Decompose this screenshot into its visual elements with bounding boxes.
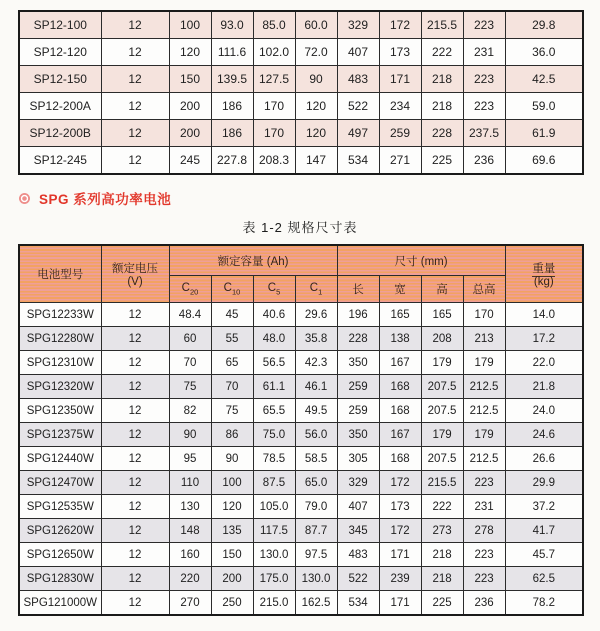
cell: 170 xyxy=(253,93,295,120)
cell: 12 xyxy=(101,471,169,495)
c-sub: 1 xyxy=(318,287,323,297)
model-cell: SPG12440W xyxy=(19,447,101,471)
header-weight xyxy=(505,245,583,303)
cell: 172 xyxy=(379,11,421,39)
cell: 95 xyxy=(169,447,211,471)
cell: 12 xyxy=(101,39,169,66)
cell: 225 xyxy=(421,591,463,616)
cell: 245 xyxy=(169,147,211,175)
cell: 12 xyxy=(101,591,169,616)
cell: 168 xyxy=(379,399,421,423)
spg-table-body xyxy=(19,303,583,616)
header-total-height: 总高 xyxy=(463,276,505,303)
cell: 12 xyxy=(101,66,169,93)
model-cell: SP12-200A xyxy=(19,93,101,120)
cell: 305 xyxy=(337,447,379,471)
table-caption: 表 1-2 规格尺寸表 xyxy=(242,220,358,235)
cell: 12 xyxy=(101,519,169,543)
cell: 218 xyxy=(421,567,463,591)
cell: 222 xyxy=(421,39,463,66)
cell: 100 xyxy=(211,471,253,495)
cell: 220 xyxy=(169,567,211,591)
cell: 218 xyxy=(421,543,463,567)
header-c5 xyxy=(253,276,295,303)
table-row xyxy=(19,351,583,375)
cell: 171 xyxy=(379,66,421,93)
cell: 215.0 xyxy=(253,591,295,616)
cell: 117.5 xyxy=(253,519,295,543)
cell: 75 xyxy=(169,375,211,399)
cell: 120 xyxy=(211,495,253,519)
cell: 61.9 xyxy=(505,120,583,147)
cell: 173 xyxy=(379,39,421,66)
cell: 223 xyxy=(463,11,505,39)
cell: 56.5 xyxy=(253,351,295,375)
cell: 207.5 xyxy=(421,399,463,423)
cell: 93.0 xyxy=(211,11,253,39)
cell: 12 xyxy=(101,543,169,567)
section-heading xyxy=(19,190,582,206)
cell: 40.6 xyxy=(253,303,295,327)
cell: 48.0 xyxy=(253,327,295,351)
cell: 259 xyxy=(337,375,379,399)
model-cell: SPG12375W xyxy=(19,423,101,447)
table-row xyxy=(19,471,583,495)
cell: 21.8 xyxy=(505,375,583,399)
cell: 212.5 xyxy=(463,447,505,471)
cell: 130 xyxy=(169,495,211,519)
cell: 12 xyxy=(101,447,169,471)
cell: 48.4 xyxy=(169,303,211,327)
cell: 42.3 xyxy=(295,351,337,375)
cell: 55 xyxy=(211,327,253,351)
cell: 97.5 xyxy=(295,543,337,567)
cell: 65.0 xyxy=(295,471,337,495)
table-row xyxy=(19,591,583,616)
cell: 29.8 xyxy=(505,11,583,39)
cell: 218 xyxy=(421,93,463,120)
cell: 179 xyxy=(463,351,505,375)
cell: 208 xyxy=(421,327,463,351)
cell: 75 xyxy=(211,399,253,423)
model-cell: SPG12350W xyxy=(19,399,101,423)
cell: 162.5 xyxy=(295,591,337,616)
cell: 75.0 xyxy=(253,423,295,447)
model-cell: SP12-245 xyxy=(19,147,101,175)
cell: 215.5 xyxy=(421,471,463,495)
cell: 171 xyxy=(379,591,421,616)
cell: 61.1 xyxy=(253,375,295,399)
cell: 62.5 xyxy=(505,567,583,591)
cell: 147 xyxy=(295,147,337,175)
cell: 278 xyxy=(463,519,505,543)
table-row xyxy=(19,423,583,447)
cell: 78.2 xyxy=(505,591,583,616)
cell: 12 xyxy=(101,120,169,147)
cell: 186 xyxy=(211,93,253,120)
cell: 35.8 xyxy=(295,327,337,351)
cell: 17.2 xyxy=(505,327,583,351)
table-row xyxy=(19,66,583,93)
cell: 36.0 xyxy=(505,39,583,66)
c-sub: 5 xyxy=(276,287,281,297)
double-circle-icon xyxy=(19,193,30,204)
cell: 12 xyxy=(101,11,169,39)
header-length: 长 xyxy=(337,276,379,303)
cell: 78.5 xyxy=(253,447,295,471)
cell: 148 xyxy=(169,519,211,543)
c-base: C xyxy=(223,281,232,294)
table-row xyxy=(19,567,583,591)
table-row xyxy=(19,519,583,543)
table-row xyxy=(19,39,583,66)
cell: 534 xyxy=(337,147,379,175)
header-weight-unit: (kg) xyxy=(533,276,554,288)
cell: 41.7 xyxy=(505,519,583,543)
header-c20 xyxy=(169,276,211,303)
cell: 239 xyxy=(379,567,421,591)
cell: 165 xyxy=(421,303,463,327)
model-cell: SPG12830W xyxy=(19,567,101,591)
cell: 259 xyxy=(379,120,421,147)
table-row xyxy=(19,11,583,39)
cell: 82 xyxy=(169,399,211,423)
cell: 100 xyxy=(169,11,211,39)
cell: 72.0 xyxy=(295,39,337,66)
cell: 60 xyxy=(169,327,211,351)
cell: 259 xyxy=(337,399,379,423)
cell: 212.5 xyxy=(463,375,505,399)
cell: 85.0 xyxy=(253,11,295,39)
model-cell: SPG12620W xyxy=(19,519,101,543)
cell: 196 xyxy=(337,303,379,327)
header-voltage-unit: (V) xyxy=(127,276,143,288)
table-row xyxy=(19,93,583,120)
cell: 45 xyxy=(211,303,253,327)
cell: 225 xyxy=(421,147,463,175)
cell: 130.0 xyxy=(253,543,295,567)
cell: 179 xyxy=(421,423,463,447)
cell: 168 xyxy=(379,447,421,471)
cell: 483 xyxy=(337,66,379,93)
cell: 127.5 xyxy=(253,66,295,93)
spg-table-header xyxy=(19,245,583,303)
cell: 12 xyxy=(101,375,169,399)
cell: 223 xyxy=(463,66,505,93)
cell: 407 xyxy=(337,495,379,519)
cell: 12 xyxy=(101,93,169,120)
table-row xyxy=(19,543,583,567)
cell: 231 xyxy=(463,39,505,66)
cell: 150 xyxy=(211,543,253,567)
cell: 90 xyxy=(295,66,337,93)
cell: 87.5 xyxy=(253,471,295,495)
cell: 160 xyxy=(169,543,211,567)
cell: 223 xyxy=(463,543,505,567)
cell: 172 xyxy=(379,519,421,543)
table-row xyxy=(19,120,583,147)
header-width: 宽 xyxy=(379,276,421,303)
cell: 12 xyxy=(101,423,169,447)
c-sub: 10 xyxy=(231,287,241,297)
cell: 87.7 xyxy=(295,519,337,543)
table-row xyxy=(19,495,583,519)
model-cell: SPG12310W xyxy=(19,351,101,375)
cell: 22.0 xyxy=(505,351,583,375)
c-base: C xyxy=(309,281,319,294)
cell: 237.5 xyxy=(463,120,505,147)
table-row xyxy=(19,147,583,175)
cell: 329 xyxy=(337,11,379,39)
cell: 534 xyxy=(337,591,379,616)
cell: 227.8 xyxy=(211,147,253,175)
cell: 350 xyxy=(337,351,379,375)
cell: 14.0 xyxy=(505,303,583,327)
cell: 228 xyxy=(421,120,463,147)
model-cell: SPG12470W xyxy=(19,471,101,495)
cell: 179 xyxy=(463,423,505,447)
cell: 170 xyxy=(253,120,295,147)
model-cell: SPG12233W xyxy=(19,303,101,327)
cell: 90 xyxy=(211,447,253,471)
cell: 270 xyxy=(169,591,211,616)
cell: 218 xyxy=(421,66,463,93)
cell: 42.5 xyxy=(505,66,583,93)
model-cell: SPG12280W xyxy=(19,327,101,351)
cell: 12 xyxy=(101,567,169,591)
cell: 59.0 xyxy=(505,93,583,120)
cell: 24.6 xyxy=(505,423,583,447)
cell: 12 xyxy=(101,351,169,375)
table-row xyxy=(19,303,583,327)
cell: 12 xyxy=(101,147,169,175)
cell: 350 xyxy=(337,423,379,447)
cell: 236 xyxy=(463,147,505,175)
model-cell: SPG12535W xyxy=(19,495,101,519)
table-row xyxy=(19,327,583,351)
cell: 483 xyxy=(337,543,379,567)
model-cell: SP12-100 xyxy=(19,11,101,39)
cell: 234 xyxy=(379,93,421,120)
cell: 111.6 xyxy=(211,39,253,66)
section-title: SPG 系列高功率电池 xyxy=(39,192,172,207)
table-row xyxy=(19,447,583,471)
header-weight-label: 重量 xyxy=(532,263,556,275)
cell: 200 xyxy=(169,120,211,147)
cell: 69.6 xyxy=(505,147,583,175)
cell: 105.0 xyxy=(253,495,295,519)
header-model: 电池型号 xyxy=(19,245,101,303)
model-cell: SPG121000W xyxy=(19,591,101,616)
cell: 130.0 xyxy=(295,567,337,591)
cell: 150 xyxy=(169,66,211,93)
cell: 179 xyxy=(421,351,463,375)
cell: 223 xyxy=(463,471,505,495)
cell: 167 xyxy=(379,351,421,375)
cell: 12 xyxy=(101,303,169,327)
header-height: 高 xyxy=(421,276,463,303)
cell: 222 xyxy=(421,495,463,519)
cell: 208.3 xyxy=(253,147,295,175)
cell: 12 xyxy=(101,399,169,423)
cell: 120 xyxy=(295,120,337,147)
cell: 49.5 xyxy=(295,399,337,423)
cell: 120 xyxy=(169,39,211,66)
cell: 171 xyxy=(379,543,421,567)
cell: 172 xyxy=(379,471,421,495)
header-c1 xyxy=(295,276,337,303)
header-voltage xyxy=(101,245,169,303)
cell: 90 xyxy=(169,423,211,447)
cell: 110 xyxy=(169,471,211,495)
cell: 65 xyxy=(211,351,253,375)
model-cell: SP12-150 xyxy=(19,66,101,93)
c-base: C xyxy=(267,281,277,294)
model-cell: SPG12650W xyxy=(19,543,101,567)
header-c10 xyxy=(211,276,253,303)
cell: 200 xyxy=(169,93,211,120)
cell: 215.5 xyxy=(421,11,463,39)
cell: 45.7 xyxy=(505,543,583,567)
cell: 58.5 xyxy=(295,447,337,471)
cell: 70 xyxy=(211,375,253,399)
cell: 207.5 xyxy=(421,447,463,471)
model-cell: SPG12320W xyxy=(19,375,101,399)
cell: 186 xyxy=(211,120,253,147)
cell: 497 xyxy=(337,120,379,147)
model-cell: SP12-120 xyxy=(19,39,101,66)
cell: 236 xyxy=(463,591,505,616)
c-sub: 20 xyxy=(189,287,199,297)
cell: 228 xyxy=(337,327,379,351)
cell: 86 xyxy=(211,423,253,447)
cell: 329 xyxy=(337,471,379,495)
cell: 139.5 xyxy=(211,66,253,93)
cell: 37.2 xyxy=(505,495,583,519)
cell: 168 xyxy=(379,375,421,399)
cell: 70 xyxy=(169,351,211,375)
cell: 138 xyxy=(379,327,421,351)
cell: 223 xyxy=(463,93,505,120)
cell: 345 xyxy=(337,519,379,543)
cell: 24.0 xyxy=(505,399,583,423)
table-row xyxy=(19,399,583,423)
header-group-row xyxy=(19,245,583,276)
table-row xyxy=(19,375,583,399)
cell: 213 xyxy=(463,327,505,351)
c-base: C xyxy=(181,281,190,294)
sp12-series-table xyxy=(18,10,584,175)
cell: 26.6 xyxy=(505,447,583,471)
cell: 29.9 xyxy=(505,471,583,495)
cell: 173 xyxy=(379,495,421,519)
cell: 522 xyxy=(337,567,379,591)
cell: 65.5 xyxy=(253,399,295,423)
header-voltage-label: 额定电压 xyxy=(112,263,158,275)
cell: 60.0 xyxy=(295,11,337,39)
cell: 212.5 xyxy=(463,399,505,423)
header-capacity-group: 额定容量 (Ah) xyxy=(169,245,337,276)
cell: 207.5 xyxy=(421,375,463,399)
cell: 522 xyxy=(337,93,379,120)
cell: 46.1 xyxy=(295,375,337,399)
cell: 250 xyxy=(211,591,253,616)
cell: 167 xyxy=(379,423,421,447)
cell: 223 xyxy=(463,567,505,591)
cell: 407 xyxy=(337,39,379,66)
cell: 102.0 xyxy=(253,39,295,66)
cell: 12 xyxy=(101,327,169,351)
cell: 200 xyxy=(211,567,253,591)
cell: 175.0 xyxy=(253,567,295,591)
cell: 231 xyxy=(463,495,505,519)
cell: 120 xyxy=(295,93,337,120)
cell: 12 xyxy=(101,495,169,519)
cell: 170 xyxy=(463,303,505,327)
sp12-table-body xyxy=(19,11,583,174)
cell: 273 xyxy=(421,519,463,543)
cell: 135 xyxy=(211,519,253,543)
spg-spec-table xyxy=(18,244,584,616)
cell: 79.0 xyxy=(295,495,337,519)
header-size-group: 尺寸 (mm) xyxy=(337,245,505,276)
cell: 56.0 xyxy=(295,423,337,447)
cell: 29.6 xyxy=(295,303,337,327)
model-cell: SP12-200B xyxy=(19,120,101,147)
cell: 165 xyxy=(379,303,421,327)
cell: 271 xyxy=(379,147,421,175)
